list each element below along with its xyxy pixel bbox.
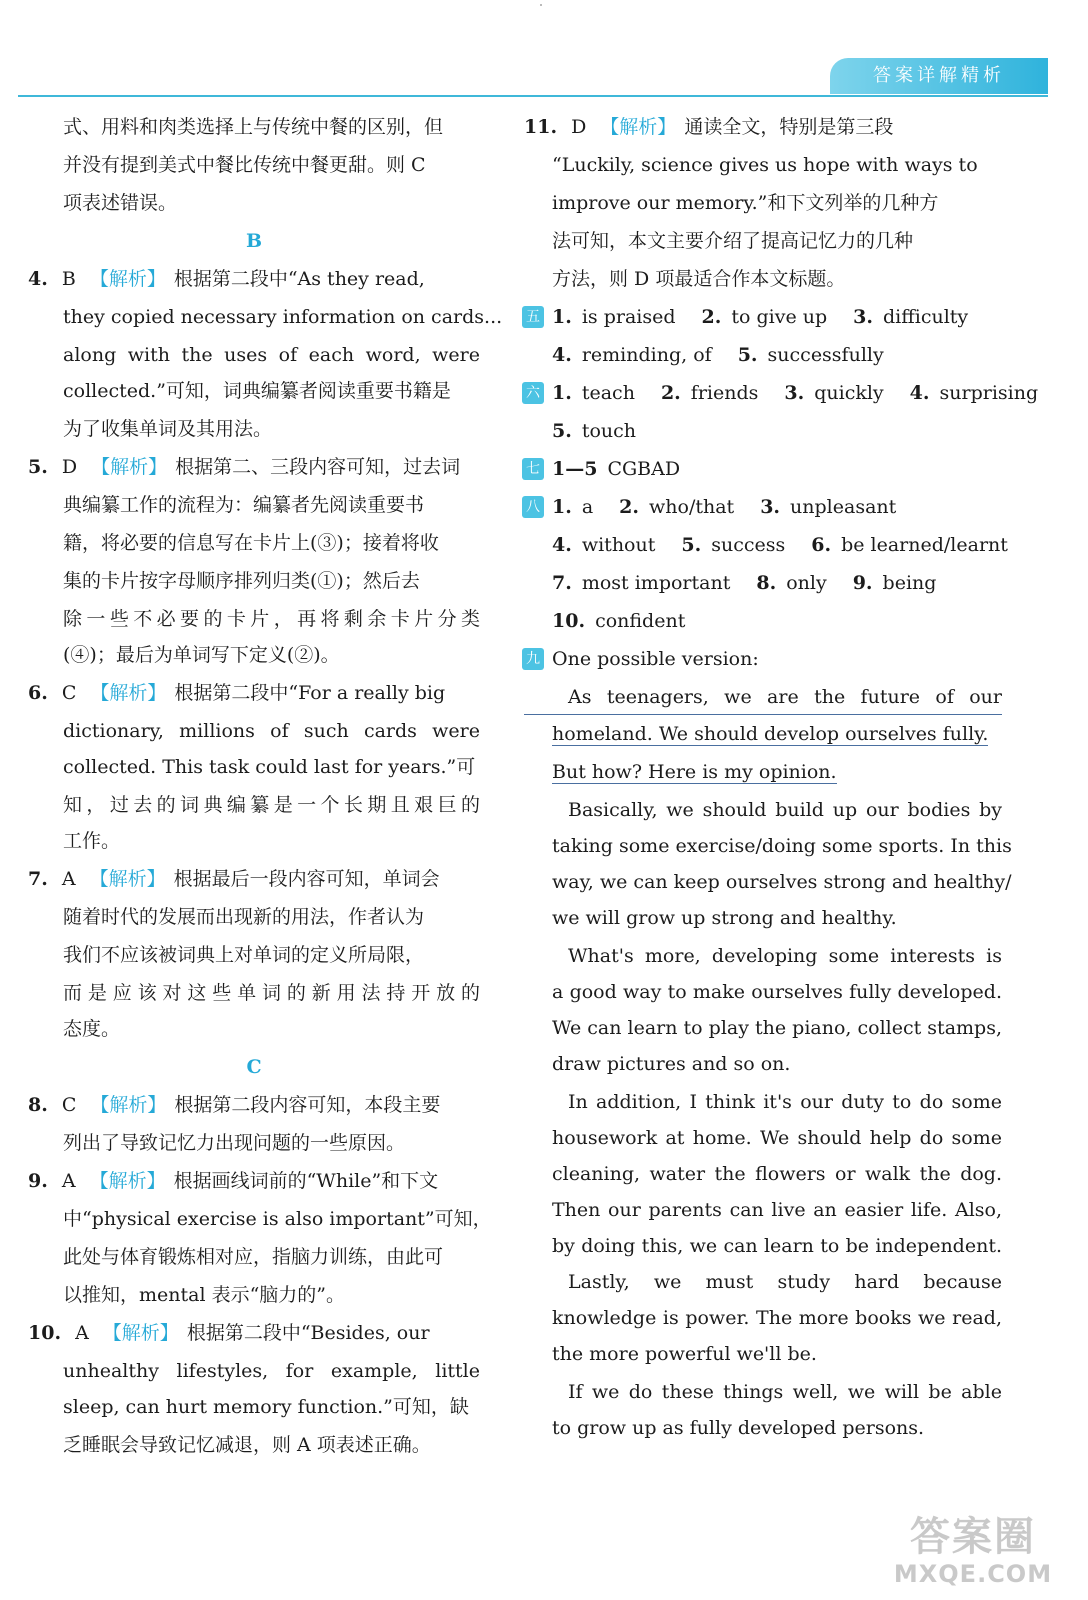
exercise-answer: [552, 488, 593, 526]
answer-letter: D: [61, 456, 78, 478]
answer-value: CGBAD: [607, 458, 681, 480]
text-line: [28, 936, 480, 974]
text-line: [524, 1335, 1002, 1373]
exercise-answers: [524, 640, 1002, 678]
answer-value: successfully: [767, 344, 884, 366]
line-text: to grow up as fully developed persons.: [552, 1417, 925, 1439]
text-line: [28, 1010, 480, 1048]
question-number: 8.: [28, 1094, 48, 1116]
header-tab: 答案详解精析: [830, 58, 1048, 94]
answer-number: 2.: [619, 496, 640, 518]
text-line: a good way to make ourselves fully developed.: [552, 981, 1002, 1003]
answer-number: 1—5: [552, 458, 598, 480]
answer-letter: C: [61, 1094, 77, 1116]
text-line: unhealthy lifestyles, for example, little: [63, 1360, 480, 1382]
answer-value: is praised: [581, 306, 676, 328]
answer-number: 7.: [552, 572, 572, 594]
header-rule: [18, 95, 1048, 97]
question-number: 4.: [28, 268, 48, 290]
exercise-answer: [661, 374, 758, 412]
answer-number: 3.: [760, 496, 781, 518]
line-text: collected. This task could last for years.”可: [63, 756, 476, 778]
line-text: sleep, can hurt memory function.”可知，缺: [63, 1396, 469, 1418]
exercise-answer: [552, 336, 712, 374]
text-line: [28, 372, 480, 410]
exercise-badge: 八: [522, 496, 544, 518]
right-column: [524, 108, 1039, 1447]
text-line: [28, 1238, 480, 1276]
analysis-tag: 【解析】: [89, 868, 166, 890]
analysis-text: 根据第二段内容可知，本段主要: [174, 1094, 441, 1116]
text-line: Then our parents can live an easier life. Also,: [552, 1199, 1002, 1221]
answer-item: [28, 1086, 480, 1124]
answer-value: reminding, of: [581, 344, 712, 366]
analysis-text: 根据第二段中“As they read,: [173, 268, 425, 290]
line-text: 工作。: [63, 830, 121, 852]
text-line: [524, 184, 1002, 222]
line-text: 式、用料和肉类选择上与传统中餐的区别，但: [63, 116, 444, 138]
exercise-answer: [681, 526, 785, 564]
line-text: 籍，将必要的信息写在卡片上(③)；接着将收: [63, 532, 439, 554]
exercise-answer: [784, 374, 883, 412]
question-number: 7.: [28, 868, 48, 890]
answer-number: 3.: [853, 306, 873, 328]
line-text: we will grow up strong and healthy.: [552, 907, 897, 929]
text-line: 知，过去的词典编纂是一个长期且艰巨的: [63, 794, 480, 816]
text-line: dictionary, millions of such cards were: [63, 720, 480, 742]
exercise-answer: [552, 526, 655, 564]
analysis-tag: 【解析】: [90, 1094, 167, 1116]
exercise-badge: 六: [522, 382, 544, 404]
text-line: [28, 524, 480, 562]
exercise-badge: 七: [522, 458, 544, 480]
answer-number: 6.: [811, 534, 832, 556]
line-text: 为了收集单词及其用法。: [63, 418, 273, 440]
text-line: housework at home. We should help do some: [552, 1127, 1002, 1149]
exercise-answer: [552, 412, 636, 450]
line-text: 态度。: [63, 1018, 121, 1040]
answer-letter: A: [61, 1170, 76, 1192]
text-line: [28, 1426, 480, 1464]
exercise-answer: [552, 450, 680, 488]
exercise-answer: [552, 374, 635, 412]
exercise-answers: [524, 450, 1002, 488]
answer-letter: A: [61, 868, 76, 890]
answer-item: [28, 1314, 480, 1352]
text-line: [28, 410, 480, 448]
text-line: Lastly, we must study hard because: [568, 1271, 1002, 1293]
line-text: 典编纂工作的流程为：编纂者先阅读重要书: [63, 494, 425, 516]
analysis-tag: 【解析】: [600, 116, 677, 138]
answer-value: friends: [690, 382, 759, 404]
text-line: [524, 715, 1002, 753]
line-text: 此处与体育锻炼相对应，指脑力训练，由此可: [63, 1246, 444, 1268]
text-line: [28, 1276, 480, 1314]
answer-value: surprising: [939, 382, 1039, 404]
question-number: 9.: [28, 1170, 48, 1192]
answer-letter: A: [75, 1322, 89, 1344]
answer-value: who/that: [649, 496, 735, 518]
section-heading: B: [245, 230, 263, 252]
answer-value: unpleasant: [790, 496, 897, 518]
text-line: [28, 1200, 492, 1238]
line-text: 以推知，mental 表示“脑力的”。: [63, 1284, 346, 1306]
text-line: way, we can keep ourselves strong and healthy/: [552, 871, 1012, 893]
answer-value: difficulty: [883, 306, 969, 328]
answer-number: 5.: [552, 420, 572, 442]
line-text: homeland. We should develop ourselves fully.: [552, 723, 989, 745]
line-text: But how? Here is my opinion.: [552, 761, 837, 783]
answer-item: [28, 1162, 480, 1200]
line-text: they copied necessary information on cards...: [63, 306, 503, 328]
line-text: collected.”可知，词典编纂者阅读重要书籍是: [63, 380, 451, 402]
answer-value: most important: [581, 572, 731, 594]
answer-value: be learned/learnt: [841, 534, 1008, 556]
answer-number: 4.: [552, 534, 572, 556]
analysis-text: 根据第二段中“Besides, our: [186, 1322, 430, 1344]
line-text: (④)；最后为单词写下定义(②)。: [63, 644, 340, 666]
analysis-text: 根据最后一段内容可知，单词会: [173, 868, 440, 890]
text-line: As teenagers, we are the future of our: [524, 678, 1002, 715]
answer-value: to give up: [731, 306, 828, 328]
analysis-text: 通读全文，特别是第三段: [684, 116, 894, 138]
question-number: 6.: [28, 682, 48, 704]
answer-number: 2.: [660, 382, 681, 404]
answer-number: 1.: [552, 306, 572, 328]
line-text: 中“physical exercise is also important”可知，: [63, 1208, 492, 1230]
exercise-answer: [853, 298, 968, 336]
text-line: [524, 753, 1002, 791]
question-number: 11.: [524, 116, 558, 138]
text-line: [28, 108, 480, 146]
analysis-tag: 【解析】: [91, 456, 168, 478]
answer-value: confident: [595, 610, 686, 632]
section-heading: C: [246, 1056, 262, 1078]
answer-number: 4.: [909, 382, 930, 404]
answer-item: [28, 448, 480, 486]
text-line: [28, 298, 503, 336]
exercise-answers: [524, 412, 1002, 450]
text-line: In addition, I think it's our duty to do some: [568, 1091, 1002, 1113]
text-line: [28, 146, 480, 184]
exercise-answer: [910, 374, 1038, 412]
exercise-answers: [524, 374, 1039, 412]
text-line: [524, 1045, 1002, 1083]
analysis-text: 根据第二、三段内容可知，过去词: [175, 456, 461, 478]
answer-letter: D: [571, 116, 587, 138]
exercise-answer: [738, 336, 884, 374]
line-text: “Luckily, science gives us hope with ways to: [552, 154, 978, 176]
answer-value: success: [711, 534, 786, 556]
exercise-answer: [756, 564, 826, 602]
answer-item: [524, 108, 1002, 146]
text-line: We can learn to play the piano, collect stamps,: [552, 1017, 1002, 1039]
answer-number: 8.: [756, 572, 777, 594]
text-line: [524, 146, 1002, 184]
analysis-tag: 【解析】: [90, 682, 167, 704]
answer-value: quickly: [814, 382, 884, 404]
line-text: 列出了导致记忆力出现问题的一些原因。: [63, 1132, 406, 1154]
text-line: [28, 636, 480, 674]
text-line: [28, 1124, 480, 1162]
text-line: If we do these things well, we will be able: [568, 1381, 1002, 1403]
question-number: 10.: [28, 1322, 62, 1344]
line-text: 并没有提到美式中餐比传统中餐更甜。则 C: [63, 154, 426, 176]
exercise-badge: 九: [522, 648, 544, 670]
page-speck: [540, 4, 542, 6]
text-line: taking some exercise/doing some sports. In this: [552, 835, 1012, 857]
answer-value: being: [882, 572, 937, 594]
answer-letter: B: [61, 268, 76, 290]
exercise-answers: [524, 564, 1002, 602]
line-text: 方法，则 D 项最适合作本文标题。: [552, 268, 846, 290]
watermark-site: MXQE.COM: [893, 1560, 1053, 1588]
left-column: [28, 108, 503, 1464]
text-line: along with the uses of each word, were: [63, 344, 480, 366]
text-line: [524, 260, 1002, 298]
analysis-tag: 【解析】: [89, 268, 166, 290]
analysis-text: 根据画线词前的“While”和下文: [173, 1170, 439, 1192]
text-line: cleaning, water the flowers or walk the dog.: [552, 1163, 1002, 1185]
analysis-text: 根据第二段中“For a really big: [174, 682, 446, 704]
text-line: [524, 222, 1002, 260]
analysis-tag: 【解析】: [102, 1322, 179, 1344]
text-line: [28, 822, 480, 860]
exercise-badge: 五: [522, 306, 544, 328]
answer-number: 1.: [552, 496, 572, 518]
answer-number: 9.: [852, 572, 873, 594]
text-line: [28, 562, 480, 600]
answer-item: [28, 860, 480, 898]
watermark-title: 答案圈: [910, 1514, 1036, 1560]
answer-number: 4.: [552, 344, 572, 366]
exercise-answers: [524, 526, 1008, 564]
answer-number: 2.: [701, 306, 722, 328]
text-line: [524, 1409, 1002, 1447]
text-line: [28, 898, 480, 936]
analysis-tag: 【解析】: [89, 1170, 166, 1192]
exercise-answers: [524, 298, 1002, 336]
text-line: What's more, developing some interests is: [568, 945, 1002, 967]
answer-number: 5.: [737, 344, 758, 366]
text-line: [524, 899, 1002, 937]
text-line: by doing this, we can learn to be independent.: [552, 1235, 1002, 1257]
text-line: 而是应该对这些单词的新用法持开放的: [63, 982, 480, 1004]
text-line: [28, 748, 480, 786]
line-text: 法可知，本文主要介绍了提高记忆力的几种: [552, 230, 914, 252]
answer-value: without: [581, 534, 656, 556]
question-number: 5.: [28, 456, 48, 478]
exercise-answer: [811, 526, 1008, 564]
text-line: [28, 184, 480, 222]
answer-value: only: [786, 572, 827, 594]
line-text: 集的卡片按字母顺序排列归类(①)；然后去: [63, 570, 420, 592]
answer-number: 10.: [552, 610, 586, 632]
exercise-answer: [760, 488, 896, 526]
text-line: 除一些不必要的卡片，再将剩余卡片分类: [63, 608, 480, 630]
exercise-answer: [853, 564, 937, 602]
text-line: [28, 486, 480, 524]
exercise-answers: [524, 336, 1002, 374]
answer-letter: C: [61, 682, 77, 704]
line-text: 随着时代的发展而出现新的用法，作者认为: [63, 906, 425, 928]
exercise-answer: [619, 488, 734, 526]
answer-number: 5.: [681, 534, 702, 556]
answer-item: [28, 674, 480, 712]
line-text: draw pictures and so on.: [552, 1053, 791, 1075]
line-text: 乏睡眠会导致记忆减退，则 A 项表述正确。: [63, 1434, 431, 1456]
text-line: knowledge is power. The more books we read,: [552, 1307, 1002, 1329]
text-line: [28, 1388, 480, 1426]
answer-value: touch: [581, 420, 637, 442]
exercise-answer: [702, 298, 828, 336]
line-text: the more powerful we'll be.: [552, 1343, 817, 1365]
answer-value: a: [581, 496, 594, 518]
line-text: improve our memory.”和下文列举的几种方: [552, 192, 939, 214]
text-line: Basically, we should build up our bodies by: [568, 799, 1002, 821]
line-text: 我们不应该被词典上对单词的定义所局限，: [63, 944, 425, 966]
exercise-intro: One possible version:: [552, 648, 759, 670]
answer-number: 3.: [784, 382, 805, 404]
exercise-answers: [524, 602, 1002, 640]
answer-value: teach: [581, 382, 635, 404]
line-text: 项表述错误。: [63, 192, 178, 214]
answer-number: 1.: [552, 382, 572, 404]
answer-item: [28, 260, 480, 298]
exercise-answer: [552, 298, 676, 336]
watermark-logo: [888, 1514, 1058, 1594]
exercise-answer: [552, 602, 685, 640]
exercise-answers: [524, 488, 1002, 526]
exercise-answer: [552, 564, 730, 602]
